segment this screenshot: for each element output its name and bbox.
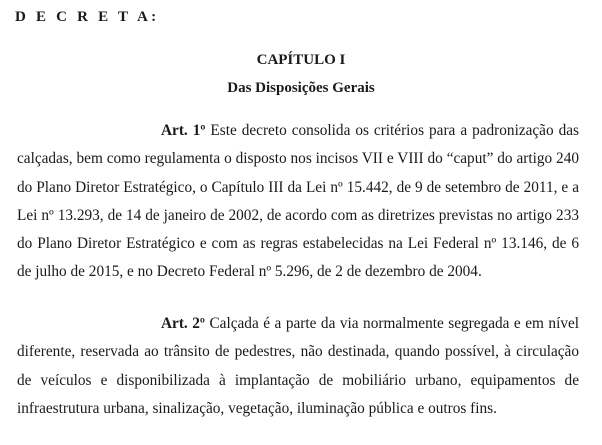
article-2-label: Art. 2º <box>161 315 205 332</box>
article-2-text: Calçada é a parte da via normalmente segregada e em nível diferente, reservada ao trânsito de pedestres, não destinada, quando possível, à circulação de veículos e disponibilizada à implantação de mobiliário urbano, equipamentos de infraestrutura urbana, sinalização, vegetação, iluminação pública e outros fins. <box>17 315 580 417</box>
decree-heading: D E C R E T A: <box>15 9 160 25</box>
chapter-subtitle: Das Disposições Gerais <box>227 80 375 96</box>
article-1-label: Art. 1º <box>161 122 206 139</box>
chapter-title: CAPÍTULO I <box>256 52 346 68</box>
article-2 <box>17 310 579 423</box>
article-1 <box>17 117 579 287</box>
article-1-text: Este decreto consolida os critérios para a padronização das calçadas, bem como regulamenta o disposto nos incisos VII e VIII do “caput” do artigo 240 do Plano Diretor Estratégico, o Capítulo III da Lei nº 15.442, de 9 de setembro de 2011, e a Lei nº 13.293, de 14 de janeiro de 2002, de acordo com as diretrizes previstas no artigo 233 do Plano Diretor Estratégico e com as regras estabelecidas na Lei Federal nº 13.146, de 6 de julho de 2015, e no Decreto Federal nº 5.296, de 2 de dezembro de 2004. <box>17 122 579 281</box>
